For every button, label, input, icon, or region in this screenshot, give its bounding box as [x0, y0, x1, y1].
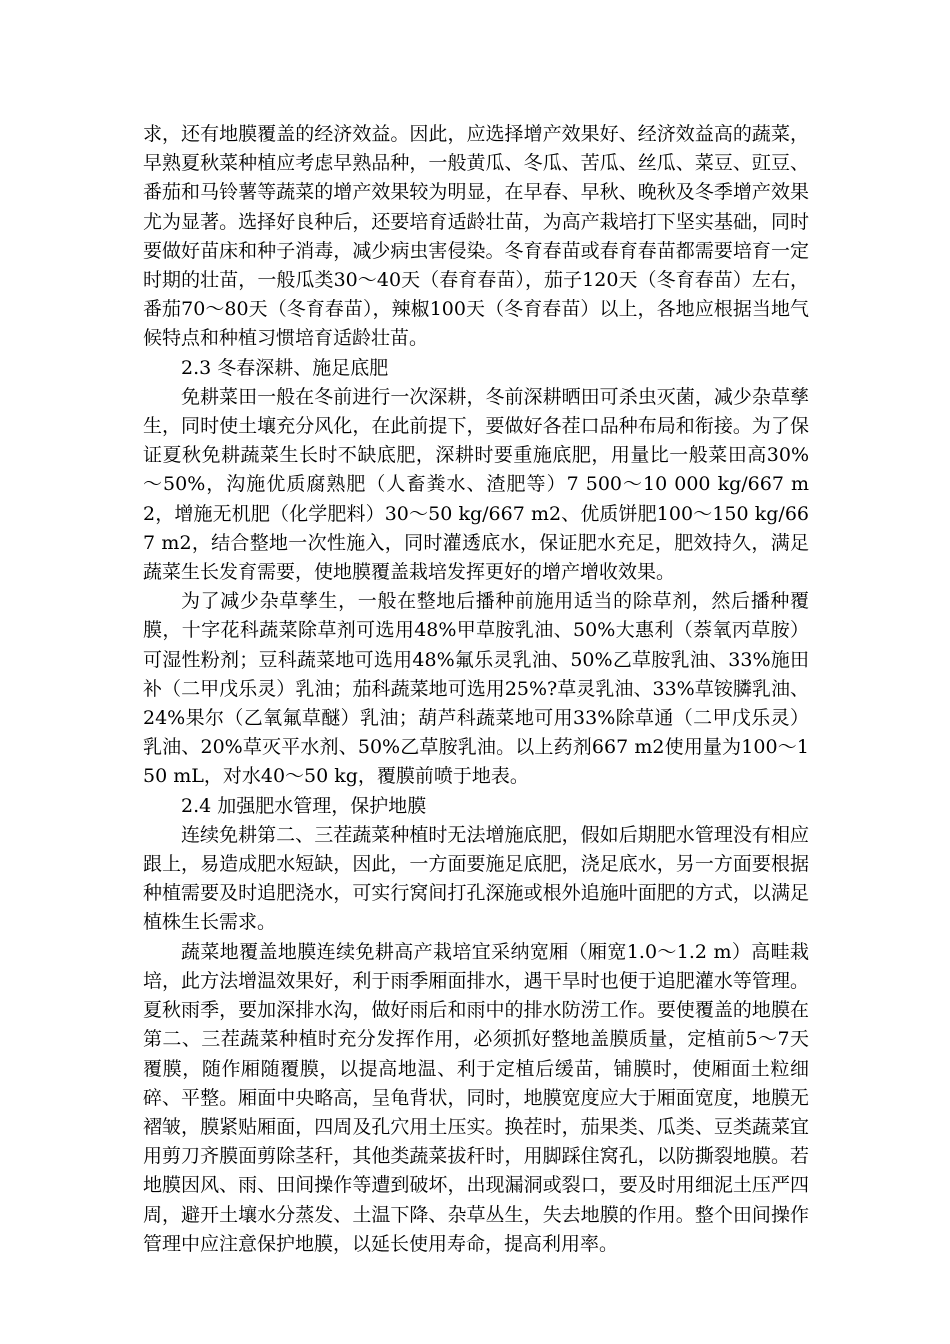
paragraph-film-protection: 蔬菜地覆盖地膜连续免耕高产栽培宜采纳宽厢（厢宽1.0～1.2 m）高畦栽培，此方法增温效果好，利于雨季厢面排水，遇干旱时也便于追肥灌水等管理。夏秋雨季，要加深排水沟，做好雨后和雨中的排水防涝工作。要使覆盖的地膜在第二、三茬蔬菜种植时充分发挥作用，必须抓好整地盖膜质量，定植前5～7天覆膜，随作厢随覆膜，以提高地温、利于定植后缓苗，铺膜时，使厢面土粒细碎、平整。厢面中央略高，呈龟背状，同时，地膜宽度应大于厢面宽度，地膜无褶皱，膜紧贴厢面，四周及孔穴用土压实。换茬时，茄果类、瓜类、豆类蔬菜宜用剪刀齐膜面剪除茎秆，其他类蔬菜拔秆时，用脚踩住窝孔，以防撕裂地膜。若地膜因风、雨、田间操作等遭到破坏，出现漏洞或裂口，要及时用细泥土压严四周，避开土壤水分蒸发、土温下降、杂草丛生，失去地膜的作用。整个田间操作管理中应注意保护地膜，以延长使用寿命，提高利用率。	[143, 940, 809, 1255]
document-page	[143, 120, 809, 1259]
paragraph-deep-plowing: 免耕菜田一般在冬前进行一次深耕，冬前深耕晒田可杀虫灭菌，减少杂草孳生，同时使土壤充分风化，在此前提下，要做好各茬口品种布局和衔接。为了保证夏秋免耕蔬菜生长时不缺底肥，深耕时要重施底肥，用量比一般菜田高30%～50%，沟施优质腐熟肥（人畜粪水、渣肥等）7 500～10 000 kg/667 m2，增施无机肥（化学肥料）30～50 kg/667 m2、优质饼肥100～150 kg/667 m2，结合整地一次性施入，同时灌透底水，保证肥水充足，肥效持久，满足蔬菜生长发育需要，使地膜覆盖栽培发挥更好的增产增收效果。	[143, 385, 809, 584]
section-heading-2-3: 2.3 冬春深耕、施足底肥	[181, 356, 389, 379]
section-heading-2-4: 2.4 加强肥水管理，保护地膜	[181, 794, 427, 817]
paragraph-continuation: 求，还有地膜覆盖的经济效益。因此，应选择增产效果好、经济效益高的蔬菜，早熟夏秋菜种植应考虑早熟品种，一般黄瓜、冬瓜、苦瓜、丝瓜、菜豆、豇豆、番茄和马铃薯等蔬菜的增产效果较为明显，在早春、早秋、晚秋及冬季增产效果尤为显著。选择好良种后，还要培育适龄壮苗，为高产栽培打下坚实基础，同时要做好苗床和种子消毒，减少病虫害侵染。冬育春苗或春育春苗都需要培育一定时期的壮苗，一般瓜类30～40天（春育春苗），茄子120天（冬育春苗）左右，番茄70～80天（冬育春苗），辣椒100天（冬育春苗）以上，各地应根据当地气候特点和种植习惯培育适龄壮苗。	[143, 123, 809, 350]
paragraph-fertilizer-management: 连续免耕第二、三茬蔬菜种植时无法增施底肥，假如后期肥水管理没有相应跟上，易造成肥水短缺，因此，一方面要施足底肥，浇足底水，另一方面要根据种植需要及时追肥浇水，可实行窝间打孔深施或根外追施叶面肥的方式，以满足植株生长需求。	[143, 823, 809, 934]
paragraph-herbicide: 为了减少杂草孳生，一般在整地后播种前施用适当的除草剂，然后播种覆膜，十字花科蔬菜除草剂可选用48%甲草胺乳油、50%大惠利（萘氧丙草胺）可湿性粉剂；豆科蔬菜地可选用48%氟乐灵乳油、50%乙草胺乳油、33%施田补（二甲戊乐灵）乳油；茄科蔬菜地可选用25%?草灵乳油、33%草铵膦乳油、24%果尔（乙氧氟草醚）乳油；葫芦科蔬菜地可用33%除草通（二甲戊乐灵）乳油、20%草灭平水剂、50%乙草胺乳油。以上药剂667 m2使用量为100～150 mL，对水40～50 kg，覆膜前喷于地表。	[143, 590, 809, 788]
